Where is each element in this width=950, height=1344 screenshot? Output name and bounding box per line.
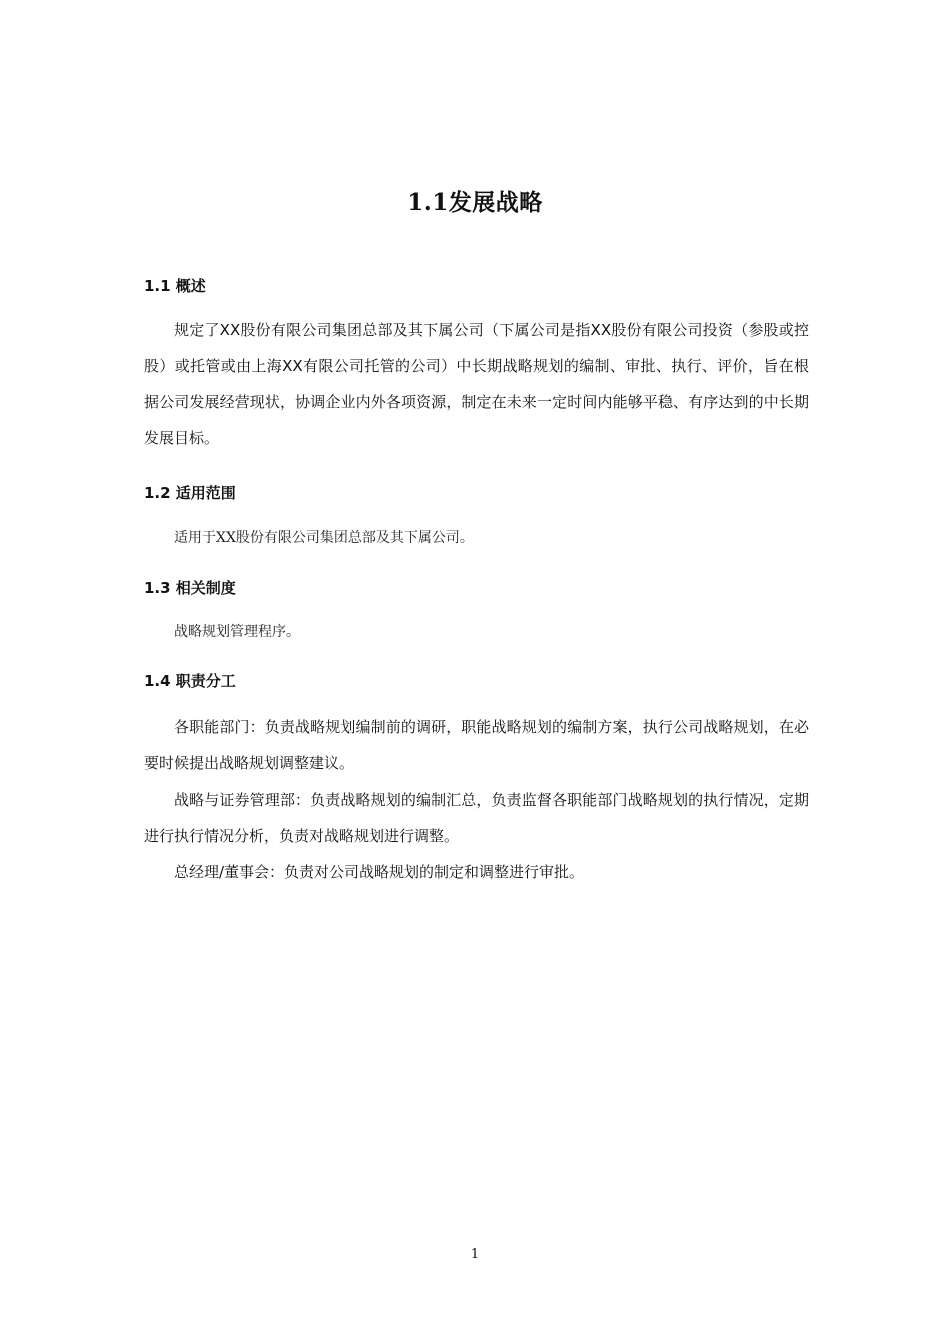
section-heading-overview: 1.1 概述	[144, 277, 206, 295]
responsibility-paragraph-strategy-dept: 战略与证券管理部：负责战略规划的编制汇总，负责监督各职能部门战略规划的执行情况，定期进行执行情况分析，负责对战略规划进行调整。	[144, 791, 809, 845]
section-heading-related-systems: 1.3 相关制度	[144, 579, 236, 597]
section-heading-responsibilities: 1.4 职责分工	[144, 672, 236, 690]
section-heading-scope: 1.2 适用范围	[144, 484, 236, 502]
overview-paragraph: 规定了XX股份有限公司集团总部及其下属公司（下属公司是指XX股份有限公司投资（参股或控股）或托管或由上海XX有限公司托管的公司）中长期战略规划的编制、审批、执行、评价，旨在根据公司发展经营现状，协调企业内外各项资源，制定在未来一定时间内能够平稳、有序达到的中长期发展目标。	[144, 321, 809, 447]
responsibility-paragraph-departments: 各职能部门：负责战略规划编制前的调研，职能战略规划的编制方案，执行公司战略规划，在必要时候提出战略规划调整建议。	[144, 718, 809, 772]
scope-paragraph: 适用于XX股份有限公司集团总部及其下属公司。	[174, 530, 474, 546]
related-systems-paragraph: 战略规划管理程序。	[174, 624, 300, 640]
responsibility-paragraph-board: 总经理/董事会：负责对公司战略规划的制定和调整进行审批。	[174, 863, 585, 881]
page-title: 1.1发展战略	[407, 189, 543, 216]
page-number: 1	[470, 1247, 480, 1262]
